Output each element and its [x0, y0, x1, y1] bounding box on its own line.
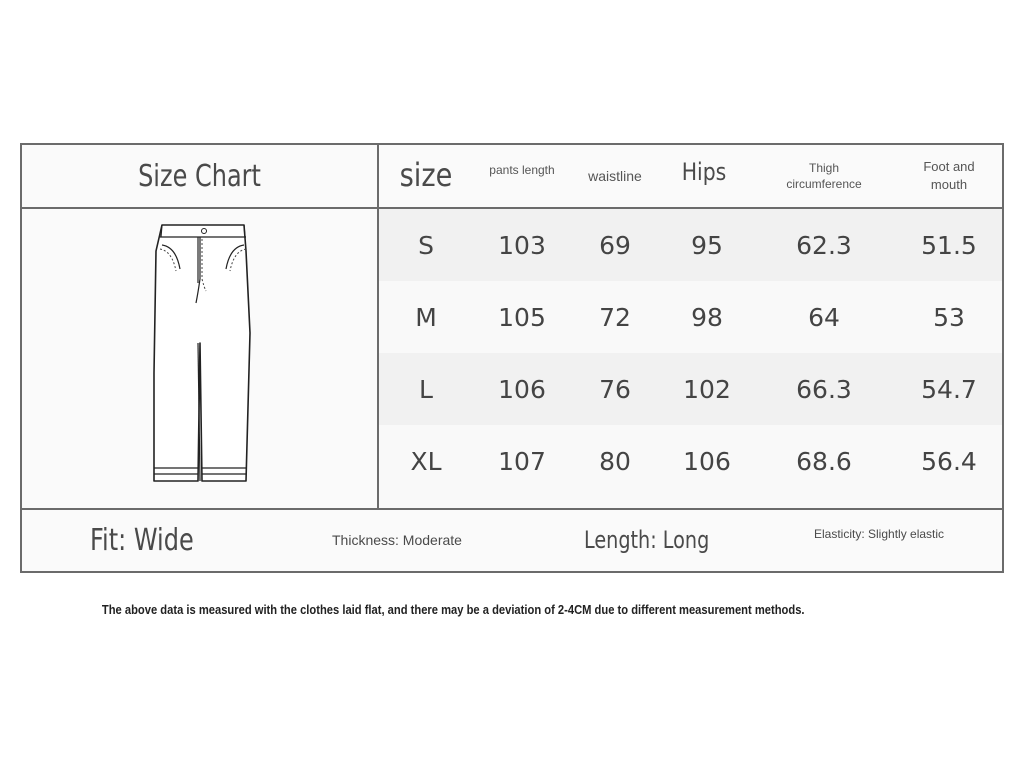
pants-icon — [142, 223, 262, 491]
header-foot-and-mouth: Foot and mouth — [923, 159, 975, 192]
thickness-label: Thickness: Moderate — [332, 532, 462, 548]
cell-size: XL — [410, 446, 442, 476]
header-pants-length: pants length — [489, 162, 555, 177]
header-size: size — [399, 156, 453, 195]
cell-thigh: 68.6 — [796, 446, 852, 476]
cell-waistline: 80 — [599, 446, 631, 476]
length-label: Length: Long — [584, 526, 710, 554]
cell-size: S — [418, 230, 434, 260]
cell-pants-length: 105 — [498, 302, 546, 332]
cell-size: L — [419, 374, 433, 404]
header-thigh-circumference: Thigh circumference — [786, 160, 862, 191]
size-chart-table — [20, 143, 1004, 573]
cell-pants-length: 107 — [498, 446, 546, 476]
measurement-note: The above data is measured with the clothes laid flat, and there may be a deviation of 2-4CM due to different measurement methods. — [101, 602, 805, 617]
cell-hips: 106 — [683, 446, 731, 476]
header-waistline: waistline — [588, 167, 642, 184]
cell-size: M — [415, 302, 437, 332]
header-hips: Hips — [681, 157, 727, 186]
table-row — [379, 425, 1002, 508]
cell-hips: 98 — [691, 302, 723, 332]
cell-hips: 95 — [691, 230, 723, 260]
cell-thigh: 64 — [808, 302, 840, 332]
fit-label: Fit: Wide — [90, 522, 194, 558]
cell-foot: 56.4 — [921, 446, 977, 476]
cell-pants-length: 103 — [498, 230, 546, 260]
table-row — [379, 209, 1002, 281]
table-row — [379, 353, 1002, 425]
cell-thigh: 66.3 — [796, 374, 852, 404]
cell-hips: 102 — [683, 374, 731, 404]
cell-thigh: 62.3 — [796, 230, 852, 260]
cell-pants-length: 106 — [498, 374, 546, 404]
cell-waistline: 69 — [599, 230, 631, 260]
cell-foot: 54.7 — [921, 374, 977, 404]
chart-title: Size Chart — [138, 158, 261, 194]
cell-foot: 53 — [933, 302, 965, 332]
elasticity-label: Elasticity: Slightly elastic — [814, 527, 945, 541]
cell-waistline: 72 — [599, 302, 631, 332]
cell-waistline: 76 — [599, 374, 631, 404]
table-row — [379, 281, 1002, 353]
cell-foot: 51.5 — [921, 230, 977, 260]
